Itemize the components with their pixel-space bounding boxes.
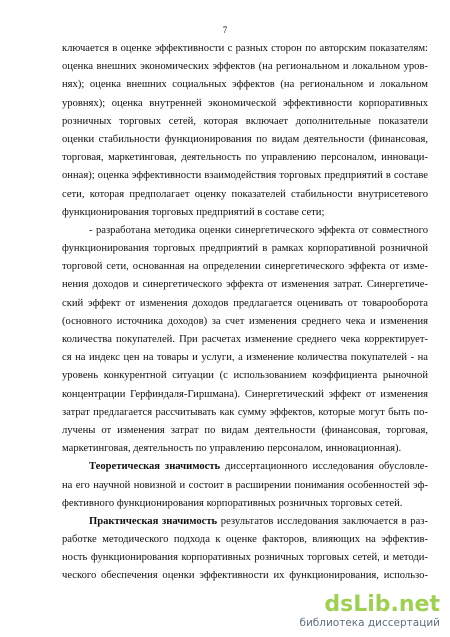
line-text: результатов исследования заключается в раз-: [217, 515, 428, 527]
line-text: торговая, маркетинговая, деятельность по управлению персоналом, инноваци-: [62, 152, 428, 164]
watermark: [290, 593, 440, 630]
line-text: - разработана методика оценки синергетического эффекта от совместного: [89, 224, 428, 236]
text-line: [62, 113, 428, 131]
line-text: сети, которая предполагает оценку показателей стабильности внутрисетевого: [62, 188, 428, 200]
line-text: лучены от изменения затрат по видам деятельности (финансовая, торговая,: [62, 424, 428, 436]
line-text: маркетинговая, деятельность по управлению персоналом, инновационная).: [62, 443, 402, 455]
text-line: [62, 349, 428, 367]
watermark-subtitle: библиотека диссертаций: [299, 617, 440, 629]
text-line: [62, 531, 428, 549]
line-text: нения доходов и синергетического эффекта от изменения затрат. Синергетиче-: [62, 279, 428, 291]
text-line: [62, 222, 428, 240]
line-text: функционирования торговых предприятий в рамках корпоративной розничной: [62, 243, 428, 255]
text-line: [62, 58, 428, 76]
line-text: диссертационного исследования обусловле-: [220, 461, 429, 473]
text-line: [62, 149, 428, 167]
bold-term: Теоретическая значимость: [89, 461, 221, 473]
line-text: ключается в оценке эффективности с разных сторон по авторским показателям:: [62, 43, 428, 54]
line-text: ся на индекс цен на товары и услуги, а изменение количества покупателей - на: [62, 352, 428, 364]
text-line: [62, 477, 428, 495]
line-text: работке методического подхода к оценке факторов, влияющих на эффектив-: [62, 534, 428, 546]
text-line: [62, 186, 428, 204]
line-text: на его научной новизной и состоит в расширении понимания особенностей эф-: [62, 479, 428, 491]
line-text: онная); оценка эффективности взаимодействия торговых предприятий в составе: [62, 170, 428, 182]
text-line: [62, 295, 428, 313]
line-text: концентрации Герфиндаля-Гиршмана). Синергетический эффект от изменения: [62, 388, 428, 400]
line-text: ский эффект от изменения доходов предлагается оценивать от товарооборота: [62, 297, 428, 309]
line-text: оценка внешних экономических эффектов (на региональном и локальном уров-: [62, 61, 428, 73]
text-line: [62, 131, 428, 149]
line-text: торговой сети, основанная на определении синергетического эффекта от изме-: [62, 261, 428, 273]
line-text: количества покупателей. При расчетах изменение среднего чека корректирует-: [62, 334, 428, 345]
line-text: уровнях); оценка внутренней экономической эффективности корпоративных: [62, 97, 428, 109]
text-line: [62, 258, 428, 276]
text-line: [62, 276, 428, 294]
watermark-logo: dsLib.net: [324, 592, 440, 617]
text-line: [62, 167, 428, 185]
page-number: 7: [222, 25, 228, 35]
text-line: [62, 549, 428, 567]
line-text: функционирования торговых предприятий в составе сети;: [62, 206, 325, 218]
line-text: нях); оценка внешних социальных эффектов (на региональном и локальном: [62, 79, 428, 91]
bold-term: Практическая значимость: [89, 515, 218, 527]
text-line: [62, 422, 428, 440]
text-line: [62, 95, 428, 113]
text-line: [62, 458, 428, 476]
text-line: [62, 331, 428, 349]
line-text: (основного источника доходов) за счет изменения среднего чека и изменения: [62, 315, 428, 327]
text-line: [62, 440, 428, 458]
line-text: оценки стабильности функционирования по видам деятельности (финансовая,: [62, 133, 428, 145]
document-body: [62, 40, 428, 586]
line-text: ность функционирования корпоративных розничных торговых сетей, и методи-: [62, 552, 428, 564]
line-text: затрат предлагается рассчитывать как сумму эффектов, которые могут быть по-: [62, 406, 428, 418]
text-line: [62, 313, 428, 331]
line-text: ческого обеспечения оценки эффективности их функционирования, использо-: [62, 570, 428, 582]
text-line: [62, 240, 428, 258]
text-line: [62, 513, 428, 531]
text-line: [62, 204, 428, 222]
text-line: [62, 386, 428, 404]
line-text: розничных торговых сетей, которая включает дополнительные показатели: [62, 115, 428, 127]
text-line: [62, 76, 428, 94]
text-line: [62, 404, 428, 422]
text-line: [62, 367, 428, 385]
line-text: уровень конкурентной ситуации (с использованием коэффициента рыночной: [62, 370, 428, 382]
line-text: фективного функционирования корпоративных розничных торговых сетей.: [62, 497, 403, 509]
text-line: [62, 40, 428, 58]
text-line: [62, 495, 428, 513]
text-line: [62, 567, 428, 585]
